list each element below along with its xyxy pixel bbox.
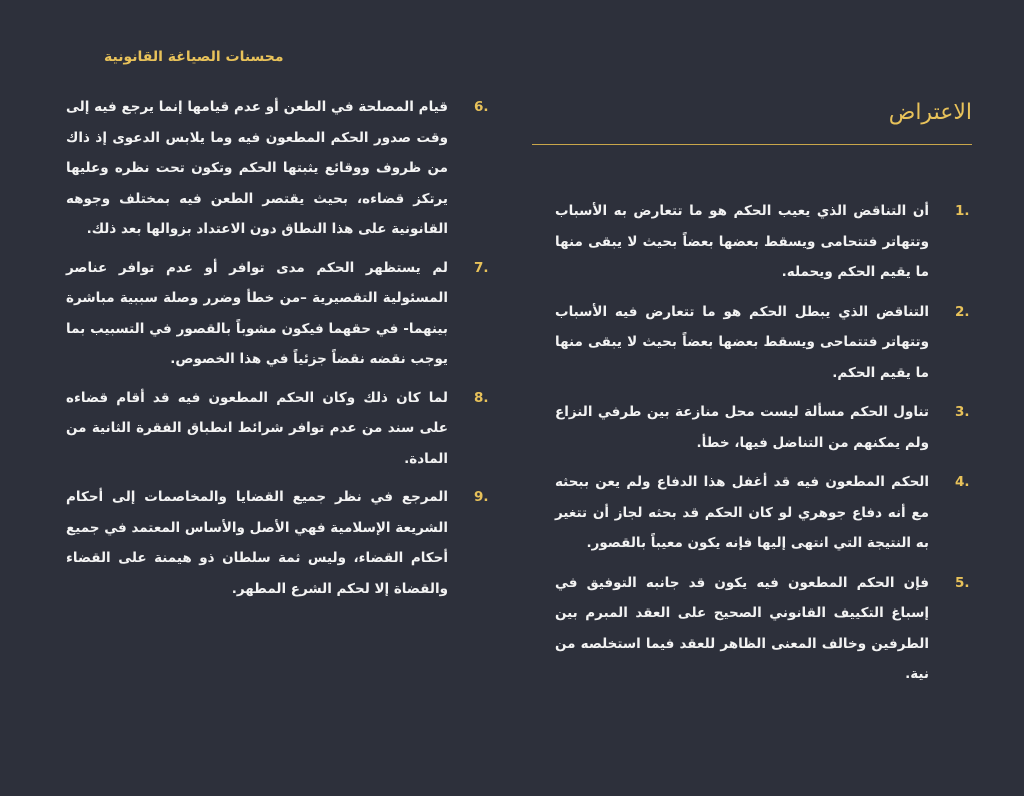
title-divider [532, 144, 972, 145]
item-text: تناول الحكم مسألة ليست محل منازعة بين طرفي النزاع ولم يمكنهم من التناضل فيها، خطأ. [555, 404, 929, 451]
item-text: المرجع في نظر جميع القضايا والمخاصمات إلى أحكام الشريعة الإسلامية فهي الأصل والأساس المعتمد في جميع أحكام القضاء، وليس ثمة سلطان ذو هيمنة على القضاء والقضاة إلا لحكم الشرع المطهر. [66, 489, 448, 597]
list-item [555, 467, 975, 559]
list-item [66, 482, 494, 604]
list-item [66, 383, 494, 475]
list-item [555, 568, 975, 690]
item-text: لما كان ذلك وكان الحكم المطعون فيه قد أقام قضاءه على سند من عدم توافر شرائط انطباق الفقرة الثانية من المادة. [66, 389, 448, 467]
item-number: 2. [955, 303, 970, 320]
item-text: أن التناقض الذي يعيب الحكم هو ما تتعارض به الأسباب وتتهاتر فتتحامى ويسقط بعضها بعضاً بحيث لا يبقى منها ما يقيم الحكم ويحمله. [555, 203, 929, 280]
item-text: التناقض الذي يبطل الحكم هو ما تتعارض فيه الأسباب وتتهاتر فتتماحى ويسقط بعضها بعضاً بحيث لا يبقى منها ما يقيم الحكم. [555, 303, 929, 381]
item-number: 8. [474, 389, 489, 406]
item-number: 7. [474, 259, 489, 276]
item-number: 5. [955, 574, 970, 591]
section-title: الاعتراض [888, 100, 972, 125]
list-item [66, 253, 494, 375]
item-number: 9. [474, 489, 489, 505]
item-text: الحكم المطعون فيه قد أغفل هذا الدفاع ولم يعن ببحثه مع أنه دفاع جوهري لو كان الحكم قد بحثه لجاز أن تتغير به النتيجة التي انتهى إليها فإنه يكون معيباً بالقصور. [555, 474, 929, 551]
item-text: فإن الحكم المطعون فيه يكون قد جانبه التوفيق في إسباغ التكييف القانوني الصحيح على العقد المبرم بين الطرفين وخالف المعنى الظاهر للعقد فيما استخلصه من نية. [555, 574, 929, 682]
item-number: 4. [955, 474, 970, 490]
objections-list-right [555, 196, 975, 699]
list-item [66, 92, 494, 245]
item-number: 1. [955, 203, 970, 219]
objections-list-left [66, 92, 494, 612]
list-item [555, 196, 975, 288]
list-item [555, 397, 975, 458]
item-text: لم يستظهر الحكم مدى توافر أو عدم توافر عناصر المسئولية التقصيرية –من خطأ وضرر وصلة سببية مباشرة بينهما- في حقهما فيكون مشوباً بالقصور في التسبيب بما يوجب نقضه نقضاً جزئياً في هذا الخصوص. [66, 259, 448, 367]
page-header-title: محسنات الصياغة القانونية [104, 49, 284, 65]
list-item [555, 297, 975, 389]
item-text: قيام المصلحة في الطعن أو عدم قيامها إنما يرجع فيه إلى وقت صدور الحكم المطعون فيه وما يلابس الدعوى إذ ذاك من ظروف ووقائع يثبتها الحكم وتكون تحت نظره وعليها يرتكز قضاءه، بحيث يقتصر الطعن فيه بمختلف وجوهه القانونية على هذا النطاق دون الاعتداد بزوالها بعد ذلك. [66, 99, 448, 237]
item-number: 3. [955, 404, 970, 420]
item-number: 6. [474, 99, 489, 115]
